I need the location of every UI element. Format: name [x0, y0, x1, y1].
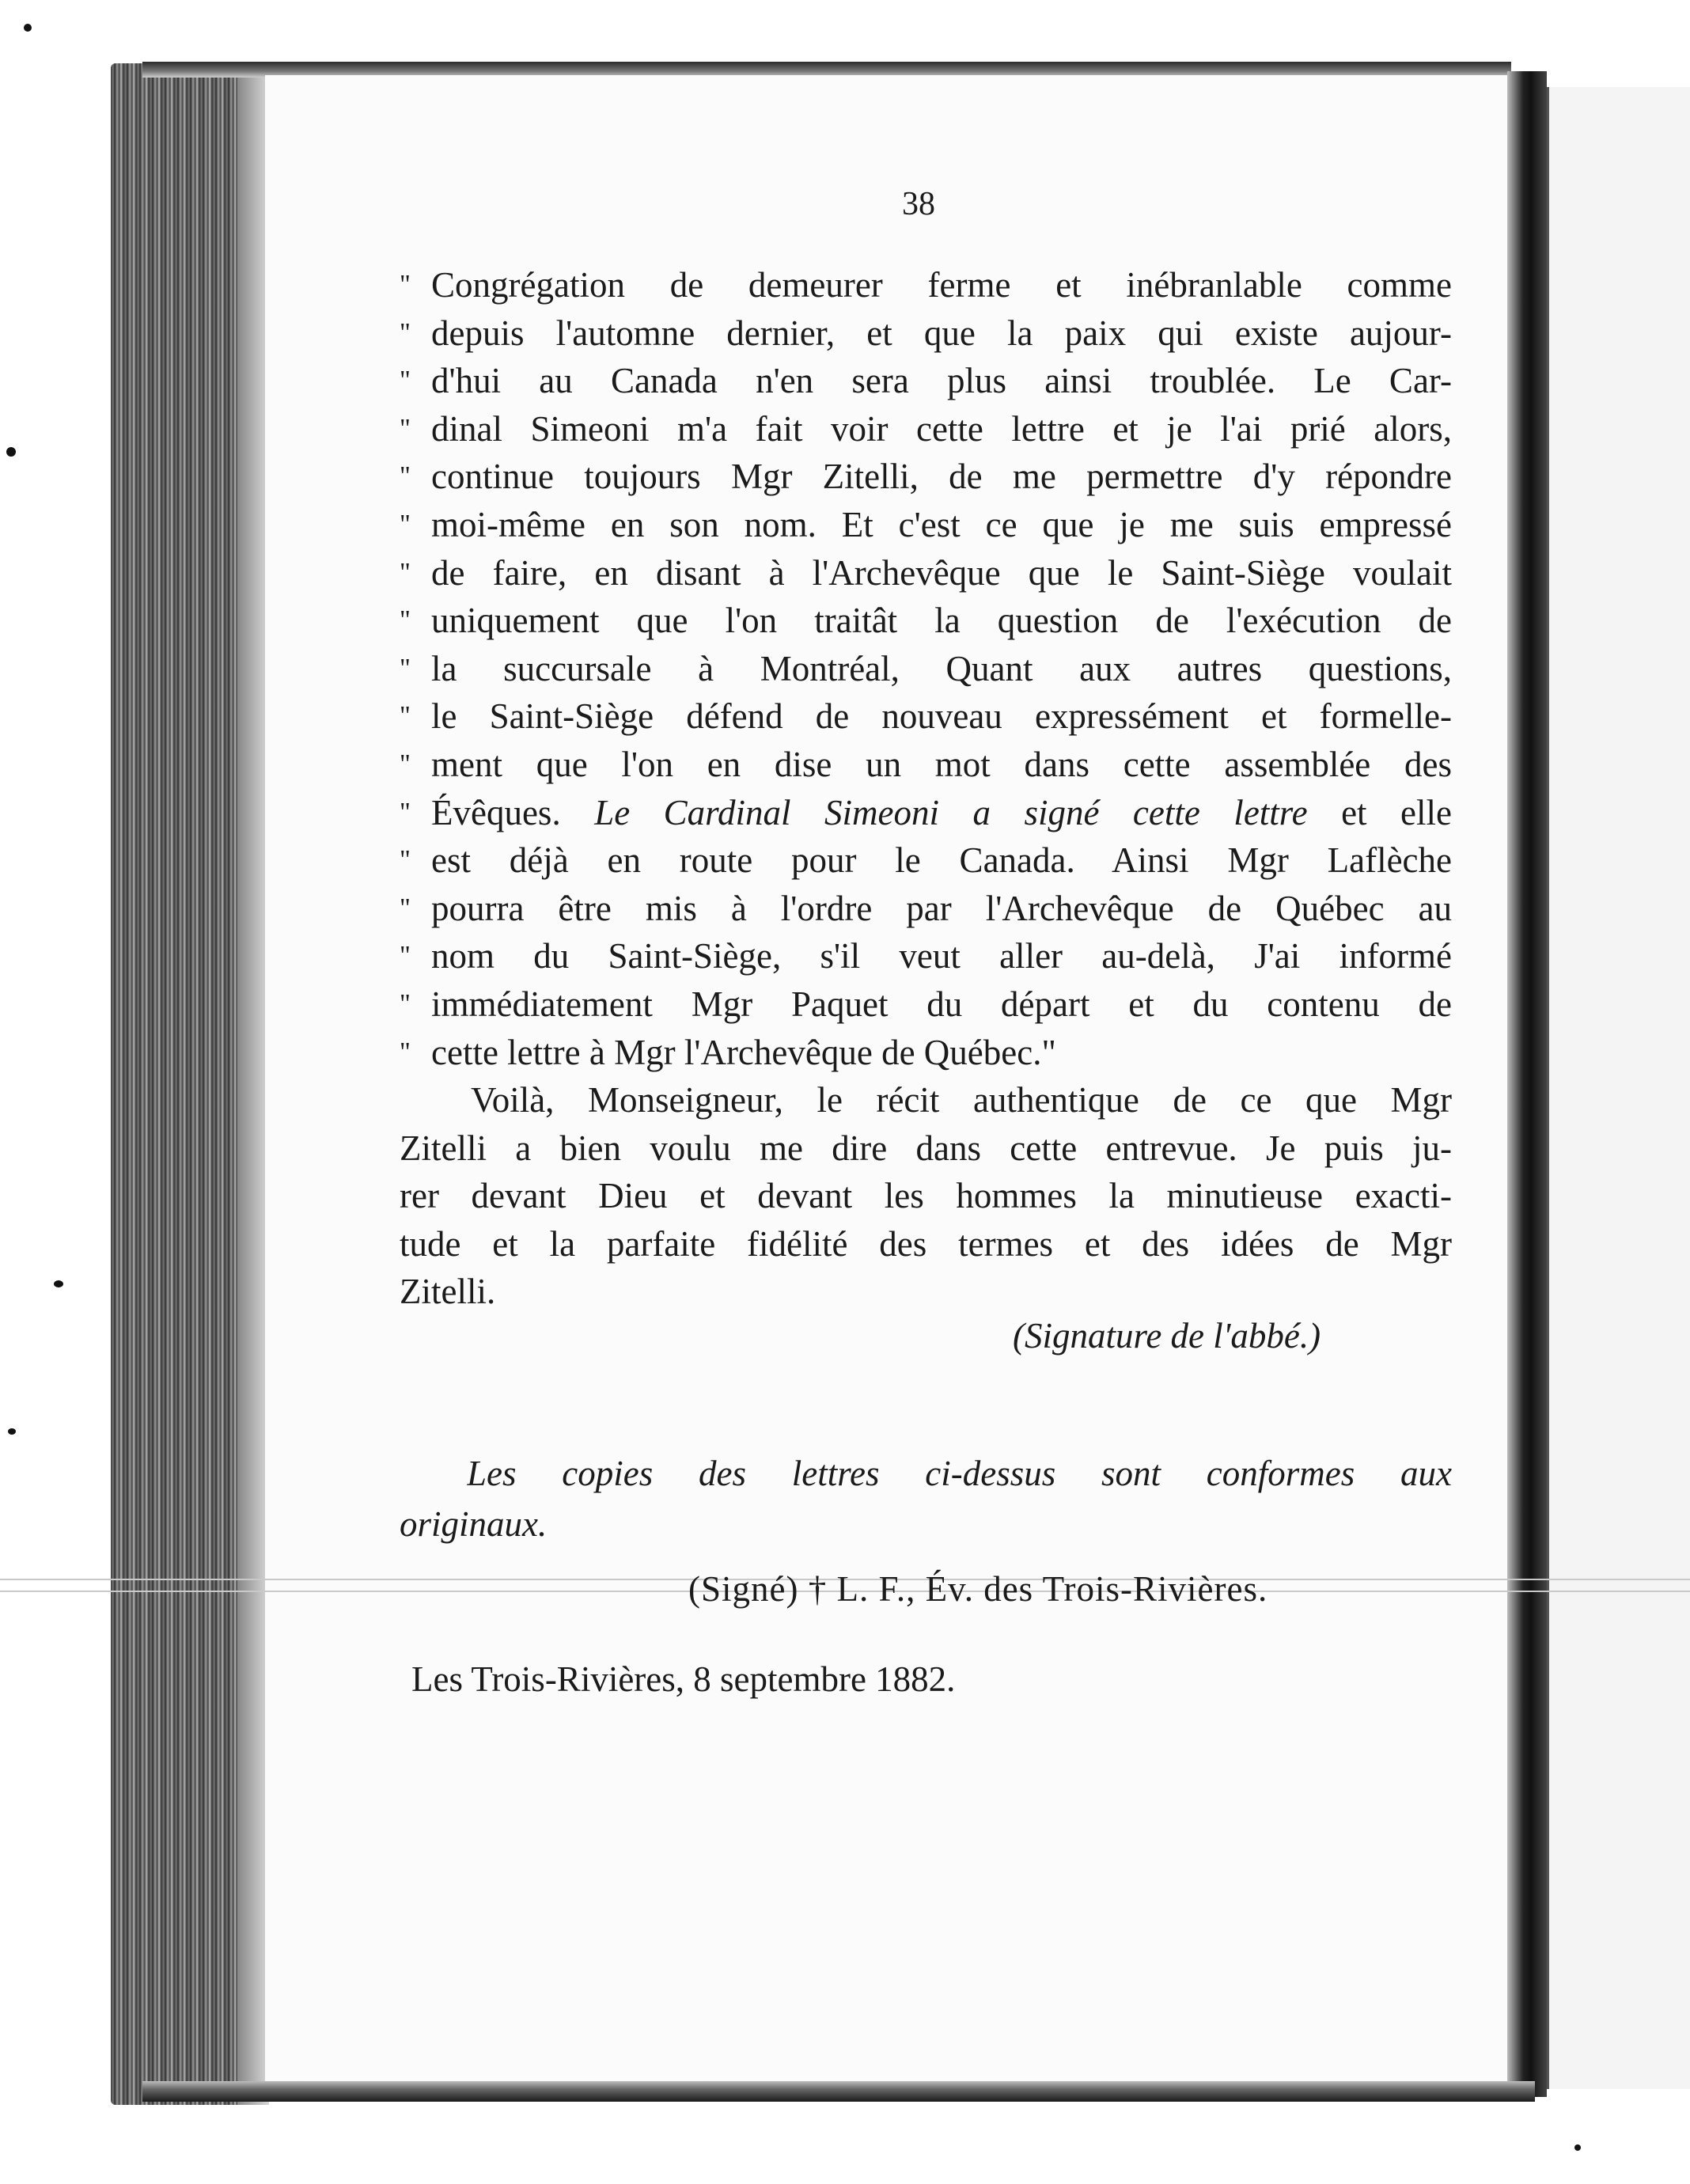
text-line: " pourra être mis à l'ordre par l'Archevêque de Québec au — [400, 888, 1452, 928]
text-line: " immédiatement Mgr Paquet du départ et du contenu de — [400, 984, 1452, 1024]
text-line: Zitelli. — [400, 1272, 496, 1312]
certification-line: Les copies des lettres ci-dessus sont conformes aux — [467, 1454, 1452, 1493]
dust-speck — [6, 447, 16, 457]
text-line: " nom du Saint-Siège, s'il veut aller au-delà, J'ai informé — [400, 936, 1452, 976]
facing-page-edge — [1547, 87, 1690, 2089]
dust-speck — [8, 1428, 16, 1435]
page-number: 38 — [902, 186, 935, 222]
dateline: Les Trois-Rivières, 8 septembre 1882. — [411, 1659, 956, 1699]
text-run: et elle — [1307, 792, 1452, 832]
text-line: Voilà, Monseigneur, le récit authentique de ce que Mgr — [471, 1080, 1452, 1120]
text-line: " dinal Simeoni m'a fait voir cette lettre et je l'ai prié alors, — [400, 408, 1452, 449]
text-line: Zitelli a bien voulu me dire dans cette entrevue. Je puis ju- — [400, 1128, 1452, 1168]
certification-line-end: originaux. — [400, 1504, 548, 1544]
text-line: " la succursale à Montréal, Quant aux autres questions, — [400, 648, 1452, 688]
text-line: " moi-même en son nom. Et c'est ce que je me suis empressé — [400, 504, 1452, 544]
text-line: " est déjà en route pour le Canada. Ainsi Mgr Laflèche — [400, 840, 1452, 881]
text-line: " continue toujours Mgr Zitelli, de me permettre d'y répondre — [400, 457, 1452, 497]
text-line-mixed: " Évêques. Le Cardinal Simeoni a signé cette lettre et elle — [400, 792, 1452, 832]
book-page-edges — [111, 63, 269, 2105]
bottom-binding-shadow — [142, 2081, 1535, 2102]
text-line: " d'hui au Canada n'en sera plus ainsi troublée. Le Car- — [400, 361, 1452, 401]
signature-note: (Signature de l'abbé.) — [1013, 1316, 1321, 1356]
text-line: " Congrégation de demeurer ferme et inébranlable comme — [400, 265, 1452, 305]
text-line: " cette lettre à Mgr l'Archevêque de Québec." — [400, 1032, 1056, 1072]
bishop-signature-line: (Signé) † L. F., Év. des Trois-Rivières. — [688, 1569, 1268, 1609]
text-line: " de faire, en disant à l'Archevêque que le Saint-Siège voulait — [400, 552, 1452, 593]
text-line: " uniquement que l'on traitât la question de l'exécution de — [400, 601, 1452, 641]
text-line: " depuis l'automne dernier, et que la paix qui existe aujour- — [400, 313, 1452, 353]
italic-text-run: Le Cardinal Simeoni a signé cette lettre — [594, 792, 1308, 832]
text-run: Évêques. — [431, 792, 595, 832]
text-line: " le Saint-Siège défend de nouveau expressément et formelle- — [400, 696, 1452, 737]
text-line: tude et la parfaite fidélité des termes et des idées de Mgr — [400, 1223, 1452, 1264]
book-gutter — [1507, 71, 1547, 2097]
body-text — [400, 261, 1452, 1316]
dust-speck — [24, 24, 32, 32]
text-line: rer devant Dieu et devant les hommes la minutieuse exacti- — [400, 1176, 1452, 1216]
text-line: " ment que l'on en dise un mot dans cette assemblée des — [400, 744, 1452, 784]
dust-speck — [1574, 2144, 1581, 2151]
dust-speck — [54, 1280, 63, 1287]
